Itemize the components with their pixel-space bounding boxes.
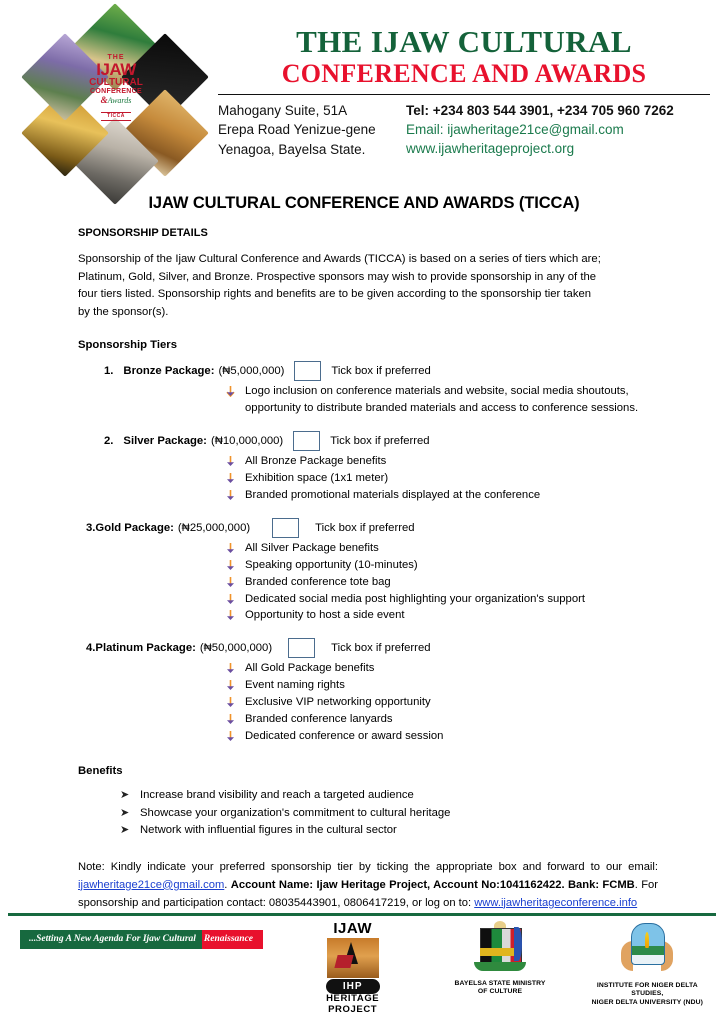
list-item	[226, 660, 645, 677]
header-text-block	[204, 18, 710, 160]
list-item-text: Exhibition space (1x1 meter)	[245, 471, 389, 484]
website-line[interactable]: www.ijawheritageproject.org	[406, 141, 575, 157]
logo-ijaw: IJAW	[96, 60, 136, 79]
sponsorship-details-heading: SPONSORSHIP DETAILS	[78, 227, 208, 239]
down-arrow-bullet-icon	[226, 577, 235, 588]
tier-bronze-amount: (₦5,000,000)	[218, 365, 285, 377]
down-arrow-bullet-icon	[226, 610, 235, 621]
tier-gold	[78, 518, 690, 625]
down-arrow-bullet-icon	[226, 490, 235, 501]
logo-awards-word: Awards	[107, 96, 132, 105]
bayelsa-crest-icon	[468, 921, 532, 977]
list-item-text: All Silver Package benefits	[245, 541, 379, 554]
ndu-caption-line1: INSTITUTE FOR NIGER DELTA STUDIES,	[596, 982, 698, 998]
email-line[interactable]: Email: ijawheritage21ce@gmail.com	[406, 122, 624, 137]
list-item	[226, 487, 645, 504]
tier-bronze-benefit-list	[78, 383, 690, 417]
document-body	[0, 168, 724, 912]
partner-logo-ijaw-heritage-project	[290, 921, 415, 1016]
arrowhead-bullet-icon: ➤	[120, 824, 130, 837]
list-item-text: Branded conference tote bag	[245, 575, 391, 588]
crest-blue-arc	[514, 927, 522, 961]
down-arrow-bullet-icon	[226, 543, 235, 554]
tier-silver-tick-label: Tick box if preferred	[330, 434, 430, 447]
tier-platinum-tick-label: Tick box if preferred	[331, 642, 431, 655]
tagline-green-part: ...Setting A New Agenda For Ijaw Cultural	[20, 930, 202, 949]
ihp-project-word: PROJECT	[328, 1003, 378, 1015]
down-arrow-bullet-icon	[226, 714, 235, 725]
tagline-banner	[20, 930, 263, 949]
tagline-red-part: Renaissance	[202, 930, 263, 949]
ticca-logo	[26, 18, 204, 168]
tier-bronze-title	[78, 361, 690, 381]
down-arrow-bullet-icon	[226, 594, 235, 605]
logo-cultural: CULTURAL	[89, 77, 143, 88]
logo-ampersand: &	[100, 95, 108, 105]
tier-bronze-checkbox[interactable]	[294, 361, 321, 381]
list-item-text: Branded conference lanyards	[245, 713, 393, 726]
ihp-heritage-word: HERITAGE	[326, 993, 380, 1004]
tier-platinum-name: Platinum Package:	[95, 642, 196, 655]
tier-gold-amount: (₦25,000,000)	[177, 521, 251, 534]
address-line-1: Mahogany Suite, 51A	[218, 102, 348, 118]
down-arrow-bullet-icon	[226, 386, 235, 397]
tier-gold-checkbox[interactable]	[272, 518, 299, 538]
tier-platinum-number: 4.	[86, 642, 96, 655]
ndu-caption-line2: NIGER DELTA UNIVERSITY (NDU)	[591, 998, 703, 1006]
list-item	[226, 677, 645, 694]
note-after-account: . For sponsorship and participation contact: 08035443901, 0806417219, or log on to:	[78, 878, 658, 909]
tier-platinum-benefit-list	[78, 660, 690, 745]
tier-silver-title	[78, 431, 690, 451]
logo-center-text	[72, 54, 160, 132]
list-item-text: Increase brand visibility and reach a targeted audience	[140, 789, 414, 802]
down-arrow-bullet-icon	[226, 697, 235, 708]
tier-silver	[78, 431, 690, 504]
header-contact-row	[218, 101, 710, 160]
footer-divider	[8, 913, 716, 916]
list-item-text: Dedicated social media post highlighting your organization's support	[245, 592, 586, 605]
list-item	[226, 591, 645, 608]
office-address	[218, 101, 406, 160]
down-arrow-bullet-icon	[226, 560, 235, 571]
list-item	[226, 540, 645, 557]
list-item-text: All Gold Package benefits	[245, 662, 375, 675]
tier-gold-title	[78, 518, 690, 538]
tier-bronze-number: 1.	[104, 365, 114, 377]
down-arrow-bullet-icon	[226, 456, 235, 467]
tier-gold-number: 3.	[86, 521, 96, 534]
list-item-text: Branded promotional materials displayed at the conference	[245, 488, 541, 501]
address-line-3: Yenagoa, Bayelsa State.	[218, 141, 366, 157]
logo-ticca-badge: TICCA	[101, 112, 131, 121]
ihp-cape-shape	[334, 955, 353, 968]
ihp-ijaw-word: IJAW	[333, 920, 372, 937]
ihp-emblem-image	[327, 938, 379, 978]
telephone-line: Tel: +234 803 544 3901, +234 705 960 7262	[406, 102, 674, 118]
list-item-text: Event naming rights	[245, 679, 345, 692]
ihp-badge: IHP	[326, 979, 380, 994]
list-item	[226, 470, 645, 487]
down-arrow-bullet-icon	[226, 473, 235, 484]
tier-gold-tick-label: Tick box if preferred	[315, 521, 415, 534]
note-after-email: .	[224, 878, 231, 891]
crest-base	[474, 962, 526, 971]
tier-platinum-amount: (₦50,000,000)	[199, 642, 273, 655]
tier-bronze-name: Bronze Package:	[123, 365, 215, 377]
list-item	[226, 694, 645, 711]
tier-platinum-checkbox[interactable]	[288, 638, 315, 658]
tier-silver-name: Silver Package:	[123, 434, 207, 447]
page-footer	[0, 913, 724, 1023]
tier-platinum	[78, 638, 690, 745]
page-header	[0, 0, 724, 168]
list-item-text: Network with influential figures in the cultural sector	[140, 824, 397, 837]
list-item	[226, 557, 645, 574]
tier-silver-number: 2.	[104, 434, 114, 447]
benefits-heading: Benefits	[78, 765, 123, 778]
bayelsa-caption-line2: OF CULTURE	[477, 988, 523, 996]
note-paragraph	[78, 858, 664, 912]
down-arrow-bullet-icon	[226, 680, 235, 691]
note-lead-text: Note: Kindly indicate your preferred sponsorship tier by ticking the appropriate box and forward to our email:	[78, 860, 658, 873]
list-item	[226, 711, 645, 728]
note-email-link[interactable]: ijawheritage21ce@gmail.com	[78, 878, 225, 891]
list-item-text: Opportunity to host a side event	[245, 609, 405, 622]
org-title-line2: CONFERENCE AND AWARDS	[281, 58, 647, 88]
list-item	[226, 728, 645, 745]
list-item-text: Logo inclusion on conference materials and website, social media shoutouts, opportunity to distribute branded materials and access to conference sessions.	[245, 385, 639, 414]
intro-paragraph: Sponsorship of the Ijaw Cultural Conference and Awards (TICCA) is based on a series of tiers which are; Platinum, Gold, Silver, and Bronze. Prospective sponsors may wish to provide sponsorship in any of the four tiers listed. Sponsorship rights and benefits are to be given according to the sponsorship tier taken by the sponsor(s).	[78, 253, 601, 318]
list-item	[226, 607, 645, 624]
list-item	[120, 822, 690, 840]
tier-silver-benefit-list	[78, 453, 690, 504]
list-item-text: Speaking opportunity (10-minutes)	[245, 558, 418, 571]
arrowhead-bullet-icon: ➤	[120, 806, 130, 819]
note-website-link[interactable]: www.ijawheritageconference.info	[474, 896, 638, 909]
tier-silver-amount: (₦10,000,000)	[210, 434, 284, 447]
list-item-text: Dedicated conference or award session	[245, 730, 444, 743]
down-arrow-bullet-icon	[226, 663, 235, 674]
list-item	[226, 574, 645, 591]
logo-the: THE	[107, 54, 125, 61]
list-item-text: Exclusive VIP networking opportunity	[245, 696, 431, 709]
down-arrow-bullet-icon	[226, 731, 235, 742]
list-item-text: Showcase your organization's commitment to cultural heritage	[140, 806, 451, 819]
tier-bronze-tick-label: Tick box if preferred	[331, 365, 431, 377]
partner-logos	[290, 921, 710, 1016]
logo-conference: CONFERENCE	[89, 88, 142, 95]
contact-details	[406, 101, 710, 160]
sponsorship-tiers-heading: Sponsorship Tiers	[78, 339, 177, 351]
list-item	[226, 383, 645, 417]
note-account-details: Account Name: Ijaw Heritage Project, Account No:1041162422. Bank: FCMB	[230, 878, 635, 891]
tier-gold-benefit-list	[78, 540, 690, 625]
page-title: IJAW CULTURAL CONFERENCE AND AWARDS (TICCA)	[148, 194, 580, 212]
arrowhead-bullet-icon: ➤	[120, 789, 130, 802]
ndu-seal-icon	[615, 921, 679, 979]
partner-logo-bayelsa-ministry	[437, 921, 562, 997]
tier-silver-checkbox[interactable]	[293, 431, 320, 451]
tier-platinum-title	[78, 638, 690, 658]
logo-awards	[72, 96, 160, 105]
org-title-line1: THE IJAW CULTURAL	[296, 24, 632, 59]
list-item	[226, 453, 645, 470]
header-divider	[218, 94, 710, 95]
address-line-2: Erepa Road Yenizue-gene	[218, 122, 376, 138]
tier-gold-name: Gold Package:	[95, 521, 174, 534]
list-item-text: All Bronze Package benefits	[245, 454, 387, 467]
hexagon-photo-collage	[26, 18, 204, 168]
ihp-logo-icon	[320, 921, 386, 1016]
benefits-list	[78, 787, 690, 840]
list-item	[120, 805, 690, 823]
bayelsa-caption-line1: BAYELSA STATE MINISTRY	[454, 980, 546, 987]
list-item	[120, 787, 690, 805]
partner-logo-ndu-institute	[585, 921, 710, 1007]
tier-bronze	[78, 361, 690, 417]
